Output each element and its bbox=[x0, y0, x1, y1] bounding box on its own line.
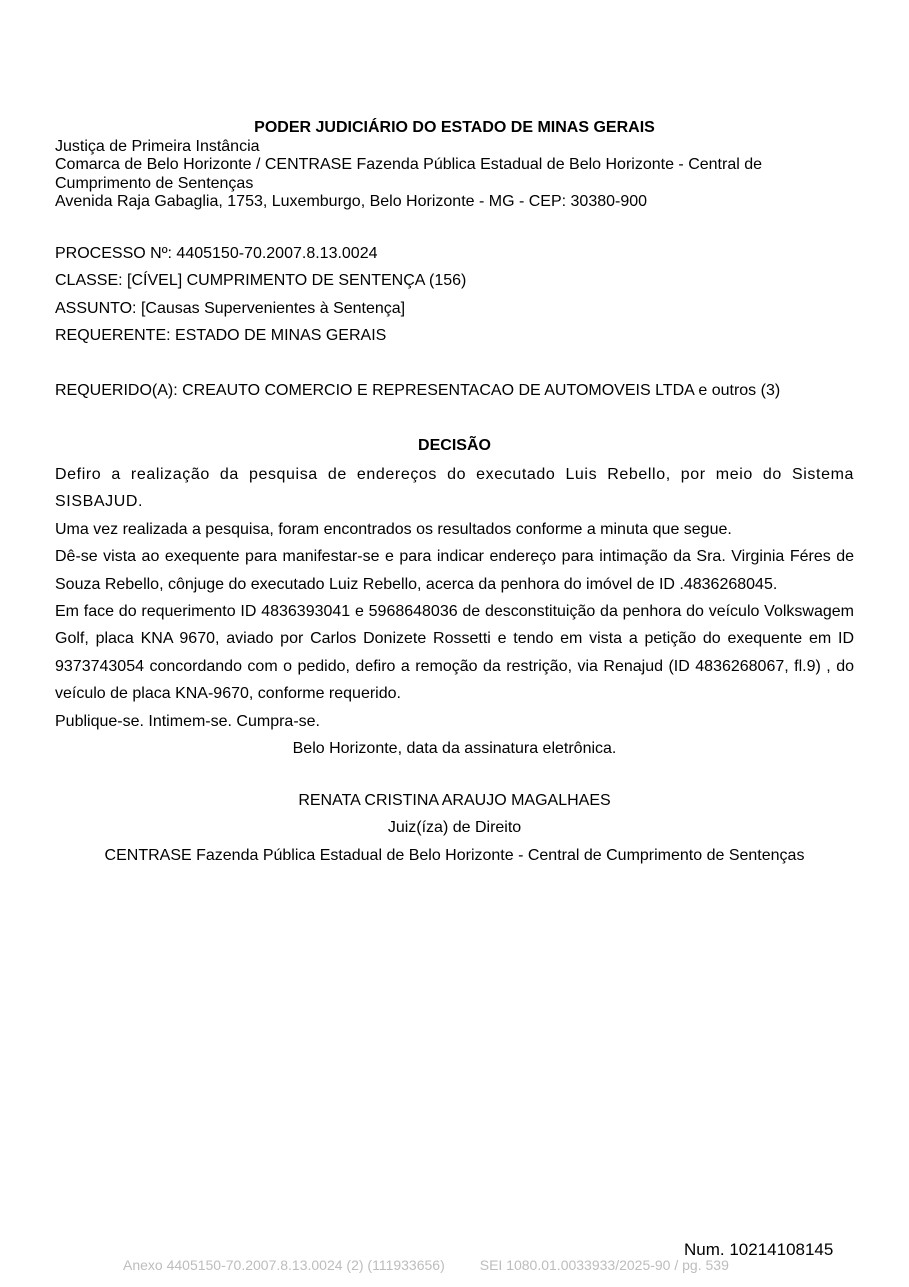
decision-title: DECISÃO bbox=[418, 437, 491, 454]
address-line: Avenida Raja Gabaglia, 1753, Luxemburgo, Belo Horizonte - MG - CEP: 30380-900 bbox=[55, 193, 648, 210]
comarca-line-1: Comarca de Belo Horizonte / CENTRASE Fazenda Pública Estadual de Belo Horizonte - Central de bbox=[55, 156, 763, 173]
decision-paragraph: Publique-se. Intimem-se. Cumpra-se. bbox=[55, 712, 320, 730]
comarca-line-2: Cumprimento de Sentenças bbox=[55, 175, 254, 192]
annex-footer: Anexo 4405150-70.2007.8.13.0024 (2) (111933656) SEI 1080.01.0033933/2025-90 / pg. 539 bbox=[123, 1257, 729, 1273]
judge-name: RENATA CRISTINA ARAUJO MAGALHAES bbox=[298, 792, 611, 809]
judge-title: Juiz(íza) de Direito bbox=[387, 819, 522, 836]
processo-field: PROCESSO Nº: 4405150-70.2007.8.13.0024 bbox=[55, 245, 378, 262]
document-number: Num. 10214108145 bbox=[684, 1240, 834, 1259]
court-title: PODER JUDICIÁRIO DO ESTADO DE MINAS GERAIS bbox=[254, 119, 655, 136]
decision-body bbox=[55, 461, 854, 735]
place-date: Belo Horizonte, data da assinatura eletrônica. bbox=[292, 740, 617, 757]
decision-paragraph: Dê-se vista ao exequente para manifestar-se e para indicar endereço para intimação da Sra. Virginia Féres de Souza Rebello, cônjuge do executado Luiz Rebello, acerca da penhora do imóvel de ID .4836268045. bbox=[55, 548, 854, 593]
decision-paragraph: Defiro a realização da pesquisa de endereços do executado Luis Rebello, por meio do Sistema SISBAJUD. bbox=[55, 466, 854, 511]
assunto-field: ASSUNTO: [Causas Supervenientes à Sentença] bbox=[55, 300, 406, 317]
instance-line: Justiça de Primeira Instância bbox=[55, 138, 260, 155]
decision-paragraph: Uma vez realizada a pesquisa, foram encontrados os resultados conforme a minuta que segue. bbox=[55, 520, 732, 538]
requerente-field: REQUERENTE: ESTADO DE MINAS GERAIS bbox=[55, 327, 387, 344]
decision-paragraph: Em face do requerimento ID 4836393041 e 5968648036 de desconstituição da penhora do veículo Volkswagem Golf, placa KNA 9670, aviado por Carlos Donizete Rossetti e tendo em vista a petição do exequente em ID 9373743054 concordando com o pedido, defiro a remoção da restrição, via Renajud (ID 4836268067, fl.9) , do veículo de placa KNA-9670, conforme requerido. bbox=[55, 603, 854, 703]
classe-field: CLASSE: [CÍVEL] CUMPRIMENTO DE SENTENÇA (156) bbox=[55, 272, 467, 289]
requerido-field: REQUERIDO(A): CREAUTO COMERCIO E REPRESENTACAO DE AUTOMOVEIS LTDA e outros (3) bbox=[55, 382, 781, 399]
court-unit: CENTRASE Fazenda Pública Estadual de Belo Horizonte - Central de Cumprimento de Sentenças bbox=[104, 847, 805, 864]
